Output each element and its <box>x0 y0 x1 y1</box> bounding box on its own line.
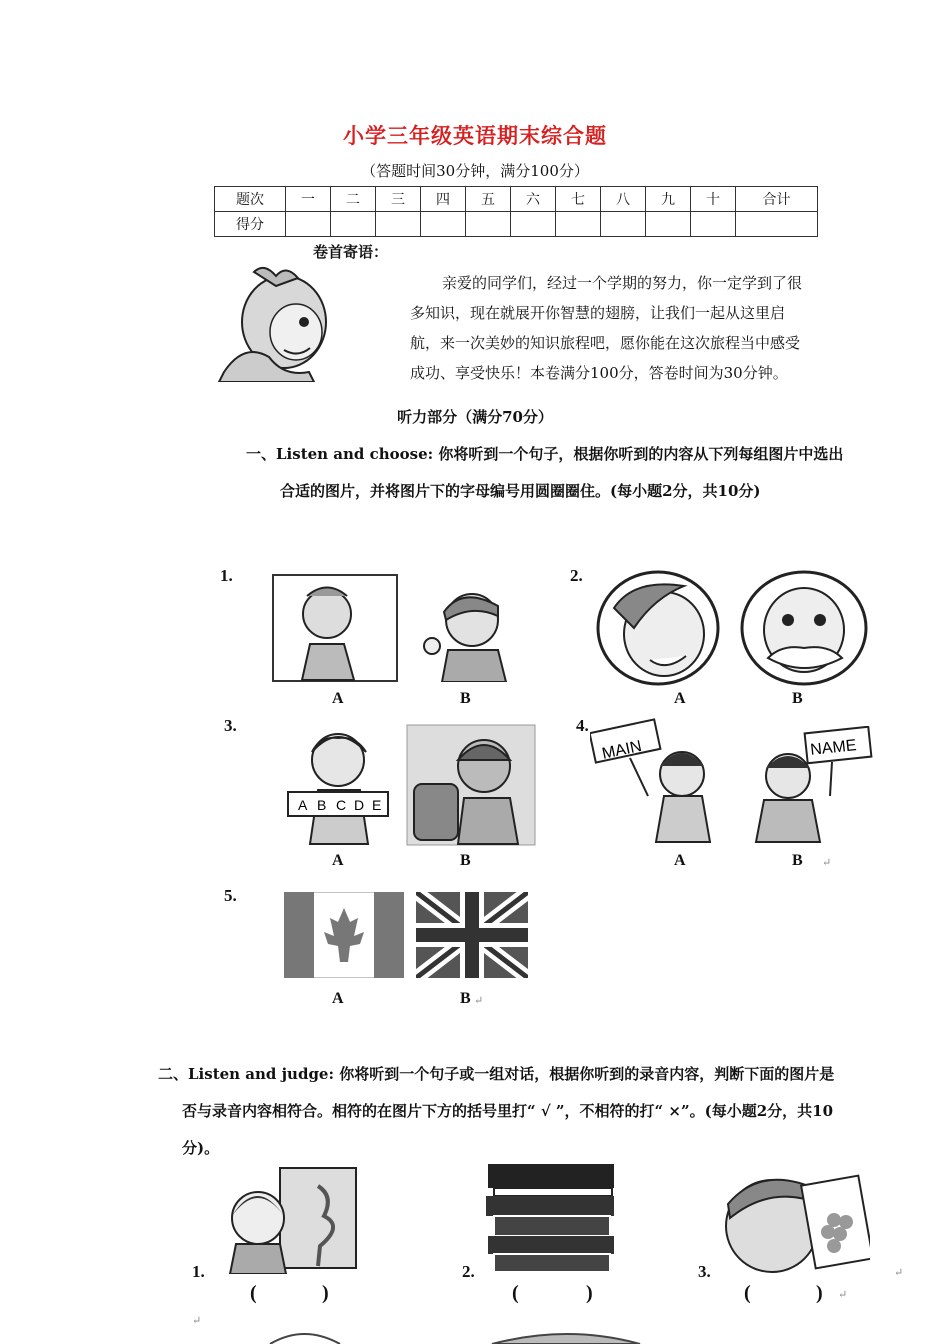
table-cell: 得分 <box>215 212 286 237</box>
score-table-header-row <box>215 187 818 212</box>
boy-cartoon-icon[interactable] <box>402 576 532 682</box>
answer-paren-close[interactable]: ) <box>586 1282 593 1304</box>
letter-b: B <box>317 797 327 813</box>
girl-with-sign-icon[interactable] <box>590 716 724 844</box>
answer-paren-close[interactable]: ) <box>322 1282 329 1304</box>
girl-cartoon-icon[interactable] <box>286 722 390 846</box>
score-input-cell[interactable] <box>736 212 818 237</box>
score-table-score-row <box>215 212 818 237</box>
girl-backpack-icon[interactable] <box>406 724 536 846</box>
score-input-cell[interactable] <box>691 212 736 237</box>
boy-with-sign-icon[interactable] <box>746 726 874 844</box>
item-number: 3. <box>224 716 237 735</box>
option-a-label[interactable]: A <box>332 852 344 869</box>
score-input-cell[interactable] <box>376 212 421 237</box>
item-number: 2. <box>570 566 583 585</box>
score-table <box>214 186 818 237</box>
name-sign: NAME <box>809 737 858 759</box>
preface-label: 卷首寄语： <box>313 243 389 261</box>
option-a-label[interactable]: A <box>674 690 686 707</box>
score-input-cell[interactable] <box>466 212 511 237</box>
item-number: 5. <box>224 886 237 905</box>
table-cell: 十 <box>691 187 736 212</box>
return-mark-icon: ↵ <box>894 1266 904 1279</box>
table-cell: 七 <box>556 187 601 212</box>
table-cell: 题次 <box>215 187 286 212</box>
listening-heading: 听力部分（满分70分） <box>397 408 553 426</box>
table-cell: 四 <box>421 187 466 212</box>
page-subtitle: （答题时间30分钟，满分100分） <box>361 162 589 180</box>
option-a-label[interactable]: A <box>332 690 344 707</box>
table-cell: 二 <box>331 187 376 212</box>
option-b-label[interactable]: B <box>460 690 471 707</box>
question-1-instructions: 一、Listen and choose: 你将听到一个句子，根据你听到的内容从下列每组图片中选出合适的图片，并将图片下的字母编号用圆圈圈住。(每小题2分，共10分) <box>246 445 844 500</box>
score-input-cell[interactable] <box>556 212 601 237</box>
letter-d: D <box>354 797 365 813</box>
table-cell: 九 <box>646 187 691 212</box>
option-b-label[interactable]: B <box>792 690 803 707</box>
letter-e: E <box>372 797 382 813</box>
table-cell: 合计 <box>736 187 818 212</box>
item-number: 1. <box>192 1262 205 1281</box>
page-title: 小学三年级英语期末综合题 <box>343 123 607 148</box>
letter-a: A <box>298 797 308 813</box>
score-input-cell[interactable] <box>286 212 331 237</box>
boy-cartoon-icon[interactable] <box>594 568 724 688</box>
painting-girl-icon <box>224 1166 360 1274</box>
item-number: 4. <box>576 716 589 735</box>
table-cell: 八 <box>601 187 646 212</box>
return-mark-icon: ↵ <box>838 1288 848 1301</box>
answer-paren-open[interactable]: ( <box>250 1282 257 1304</box>
option-a-label[interactable]: A <box>332 990 344 1007</box>
option-b-label[interactable]: B <box>460 852 471 869</box>
uk-flag-icon[interactable] <box>416 892 528 978</box>
score-input-cell[interactable] <box>646 212 691 237</box>
answer-paren-open[interactable]: ( <box>512 1282 519 1304</box>
return-mark-icon: ↵ <box>192 1314 202 1327</box>
partial-picture-icon <box>260 1328 350 1344</box>
return-mark-icon: ↵ <box>474 994 484 1007</box>
question-2-instructions: 二、Listen and judge: 你将听到一个句子或一组对话，根据你听到的录音内容，判断下面的图片是否与录音内容相符合。相符的在图片下方的括号里打“ √ ”，不相符的打“ ×”。(每小题2分，共10分)。 <box>158 1065 835 1157</box>
score-input-cell[interactable] <box>421 212 466 237</box>
main-sign: MAIN <box>600 737 644 763</box>
item-number: 3. <box>698 1262 711 1281</box>
option-b-label[interactable]: B <box>792 852 803 869</box>
score-input-cell[interactable] <box>331 212 376 237</box>
preface-text: 亲爱的同学们，经过一个学期的努力，你一定学到了很多知识，现在就展开你智慧的翅膀，让我们一起从这里启航，来一次美妙的知识旅程吧，愿你能在这次旅程当中感受成功、享受快乐！本卷满分100分，答卷时间为30分钟。 <box>410 274 803 382</box>
item-number: 1. <box>220 566 233 585</box>
table-cell: 六 <box>511 187 556 212</box>
item-number: 2. <box>462 1262 475 1281</box>
answer-paren-open[interactable]: ( <box>744 1282 751 1304</box>
girl-cartoon-icon[interactable] <box>272 574 398 682</box>
option-b-label[interactable]: B <box>460 990 471 1007</box>
boy-grapes-icon <box>722 1164 870 1274</box>
score-input-cell[interactable] <box>511 212 556 237</box>
table-cell: 一 <box>286 187 331 212</box>
table-cell: 五 <box>466 187 511 212</box>
table-cell: 三 <box>376 187 421 212</box>
girl-cartoon-icon <box>214 262 344 382</box>
letter-c: C <box>336 797 347 813</box>
return-mark-icon: ↵ <box>822 856 832 869</box>
books-icon <box>484 1162 618 1274</box>
score-input-cell[interactable] <box>601 212 646 237</box>
option-a-label[interactable]: A <box>674 852 686 869</box>
answer-paren-close[interactable]: ) <box>816 1282 823 1304</box>
canada-flag-icon[interactable] <box>284 892 404 978</box>
partial-picture-icon <box>488 1330 644 1344</box>
grandpa-cartoon-icon[interactable] <box>738 568 870 688</box>
